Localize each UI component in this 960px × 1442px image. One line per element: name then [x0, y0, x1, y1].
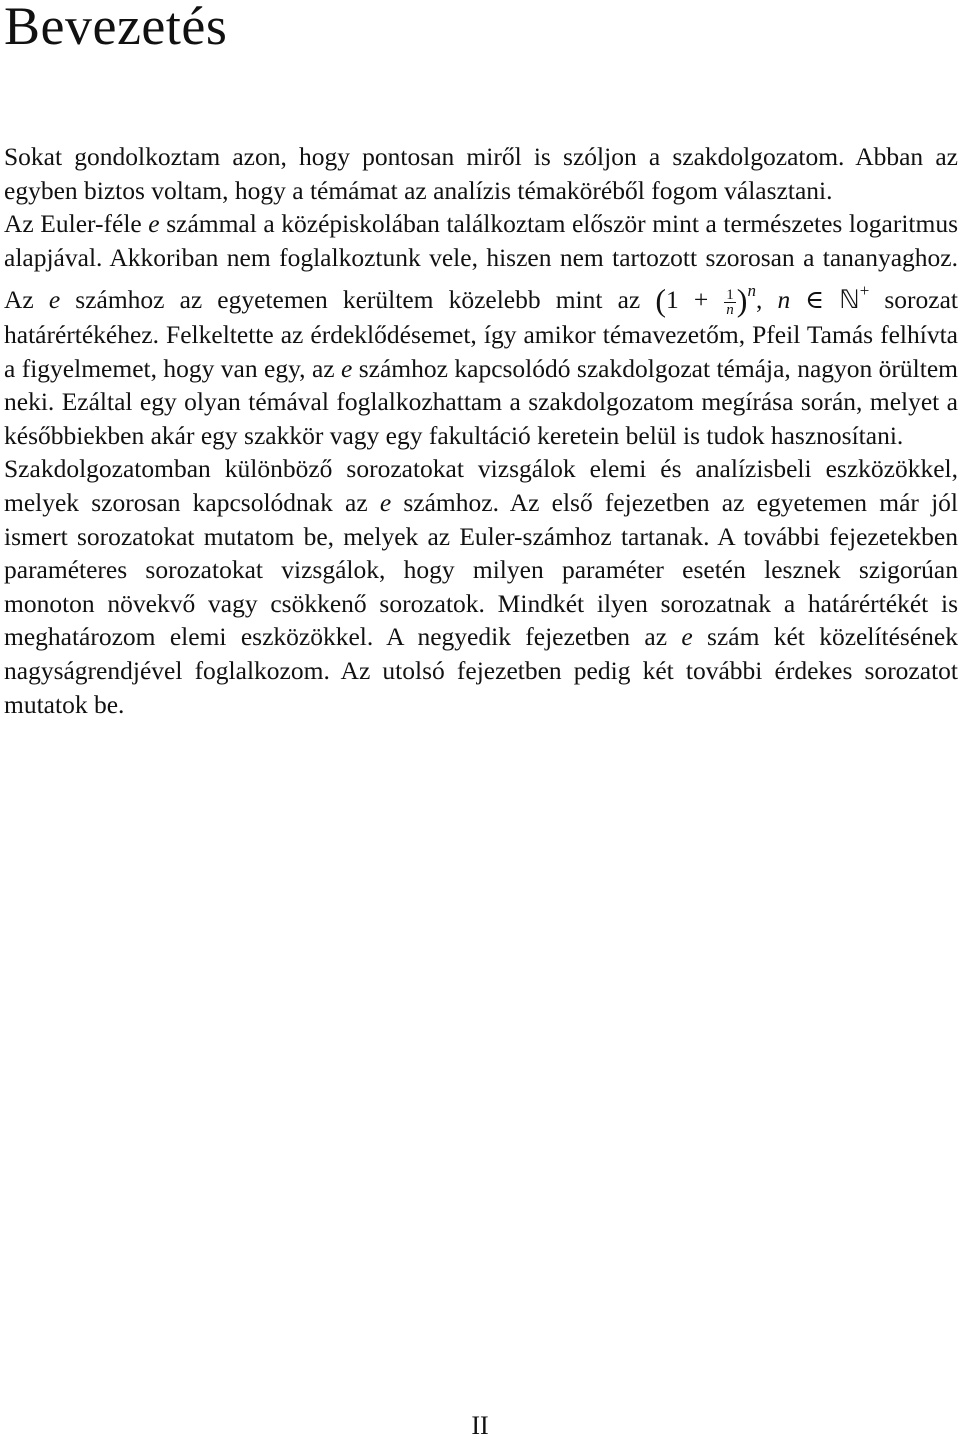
page-number: II	[471, 1411, 489, 1440]
text-run: Szakdolgozatomban különböző sorozatokat vizsgálok elemi és analízisbeli eszközökkel, melyek szorosan kapcsolódnak az	[4, 454, 958, 517]
text-run: számhoz kapcsolódó szakdolgozat témája, nagyon örültem neki. Ezáltal egy olyan témával foglalkozhattam a szakdolgozatom megírása során, melyet a későbbiekben akár egy szakkör vagy egy fakultáció keretein belül is tudok hasznosítani.	[4, 353, 958, 450]
math-e: e	[681, 622, 693, 652]
fraction-denominator: n	[726, 302, 734, 319]
formula-one-plus: 1 +	[665, 285, 724, 315]
math-e: e	[48, 285, 61, 315]
formula-element-of: ∈	[790, 285, 840, 315]
text-run: számhoz. Az első fejezetben az egyetemen már jól ismert sorozatokat mutatom be, melyek az Euler-számhoz tartanak. A további fejezetekben paraméteres sorozatokat vizsgálok, hogy milyen paraméter esetén lesznek szigorúan monoton növekvő vagy csökkenő sorozatok. Mindkét ilyen sorozatnak a határértékét is meghatározom elemi eszközökkel. A negyedik fejezetben az	[4, 487, 958, 652]
formula-fraction	[724, 288, 736, 317]
formula-exponent: n	[747, 281, 756, 301]
math-e: e	[341, 353, 353, 383]
paragraph-3	[4, 452, 958, 721]
formula-set-superscript: +	[859, 281, 870, 301]
formula-variable: n	[777, 285, 791, 315]
text-run: Az Euler-féle	[4, 209, 149, 239]
formula-open-paren: (	[655, 282, 666, 319]
text-run: számmal a középiskolában találkoztam először mint a természetes logaritmus alapjával. Akkoriban nem foglalkoztunk vele, hiszen nem tartozott szorosan a tananyaghoz. Az	[4, 209, 958, 315]
page-title: Bevezetés	[4, 0, 228, 56]
text-run: számhoz az egyetemen kerültem közelebb mint az	[60, 285, 656, 315]
text-run: szám két közelítésének nagyságrendjével foglalkozom. Az utolsó fejezetben pedig két további érdekes sorozatot mutatok be.	[4, 622, 958, 719]
formula-limit: (1 + $\frac{1}{n}$ )$^n$, n ∈ ℕ+	[655, 281, 870, 319]
math-e: e	[148, 209, 160, 239]
body-text	[4, 140, 958, 721]
math-e: e	[379, 487, 392, 517]
paragraph-2	[4, 207, 958, 452]
formula-close-paren: )	[736, 282, 748, 319]
text-run: sorozat határértékéhez. Felkeltette az érdeklődésemet, így amikor témavezetőm, Pfeil Tamás felhívta a figyelmemet, hogy van egy, az	[4, 285, 959, 383]
fraction-numerator: 1	[726, 287, 734, 304]
paragraph-1: Sokat gondolkoztam azon, hogy pontosan miről is szóljon a szakdolgozatom. Abban az egyben biztos voltam, hogy a témámat az analízis témaköréből fogom választani.	[4, 142, 958, 205]
formula-natural-set: ℕ	[839, 285, 860, 316]
